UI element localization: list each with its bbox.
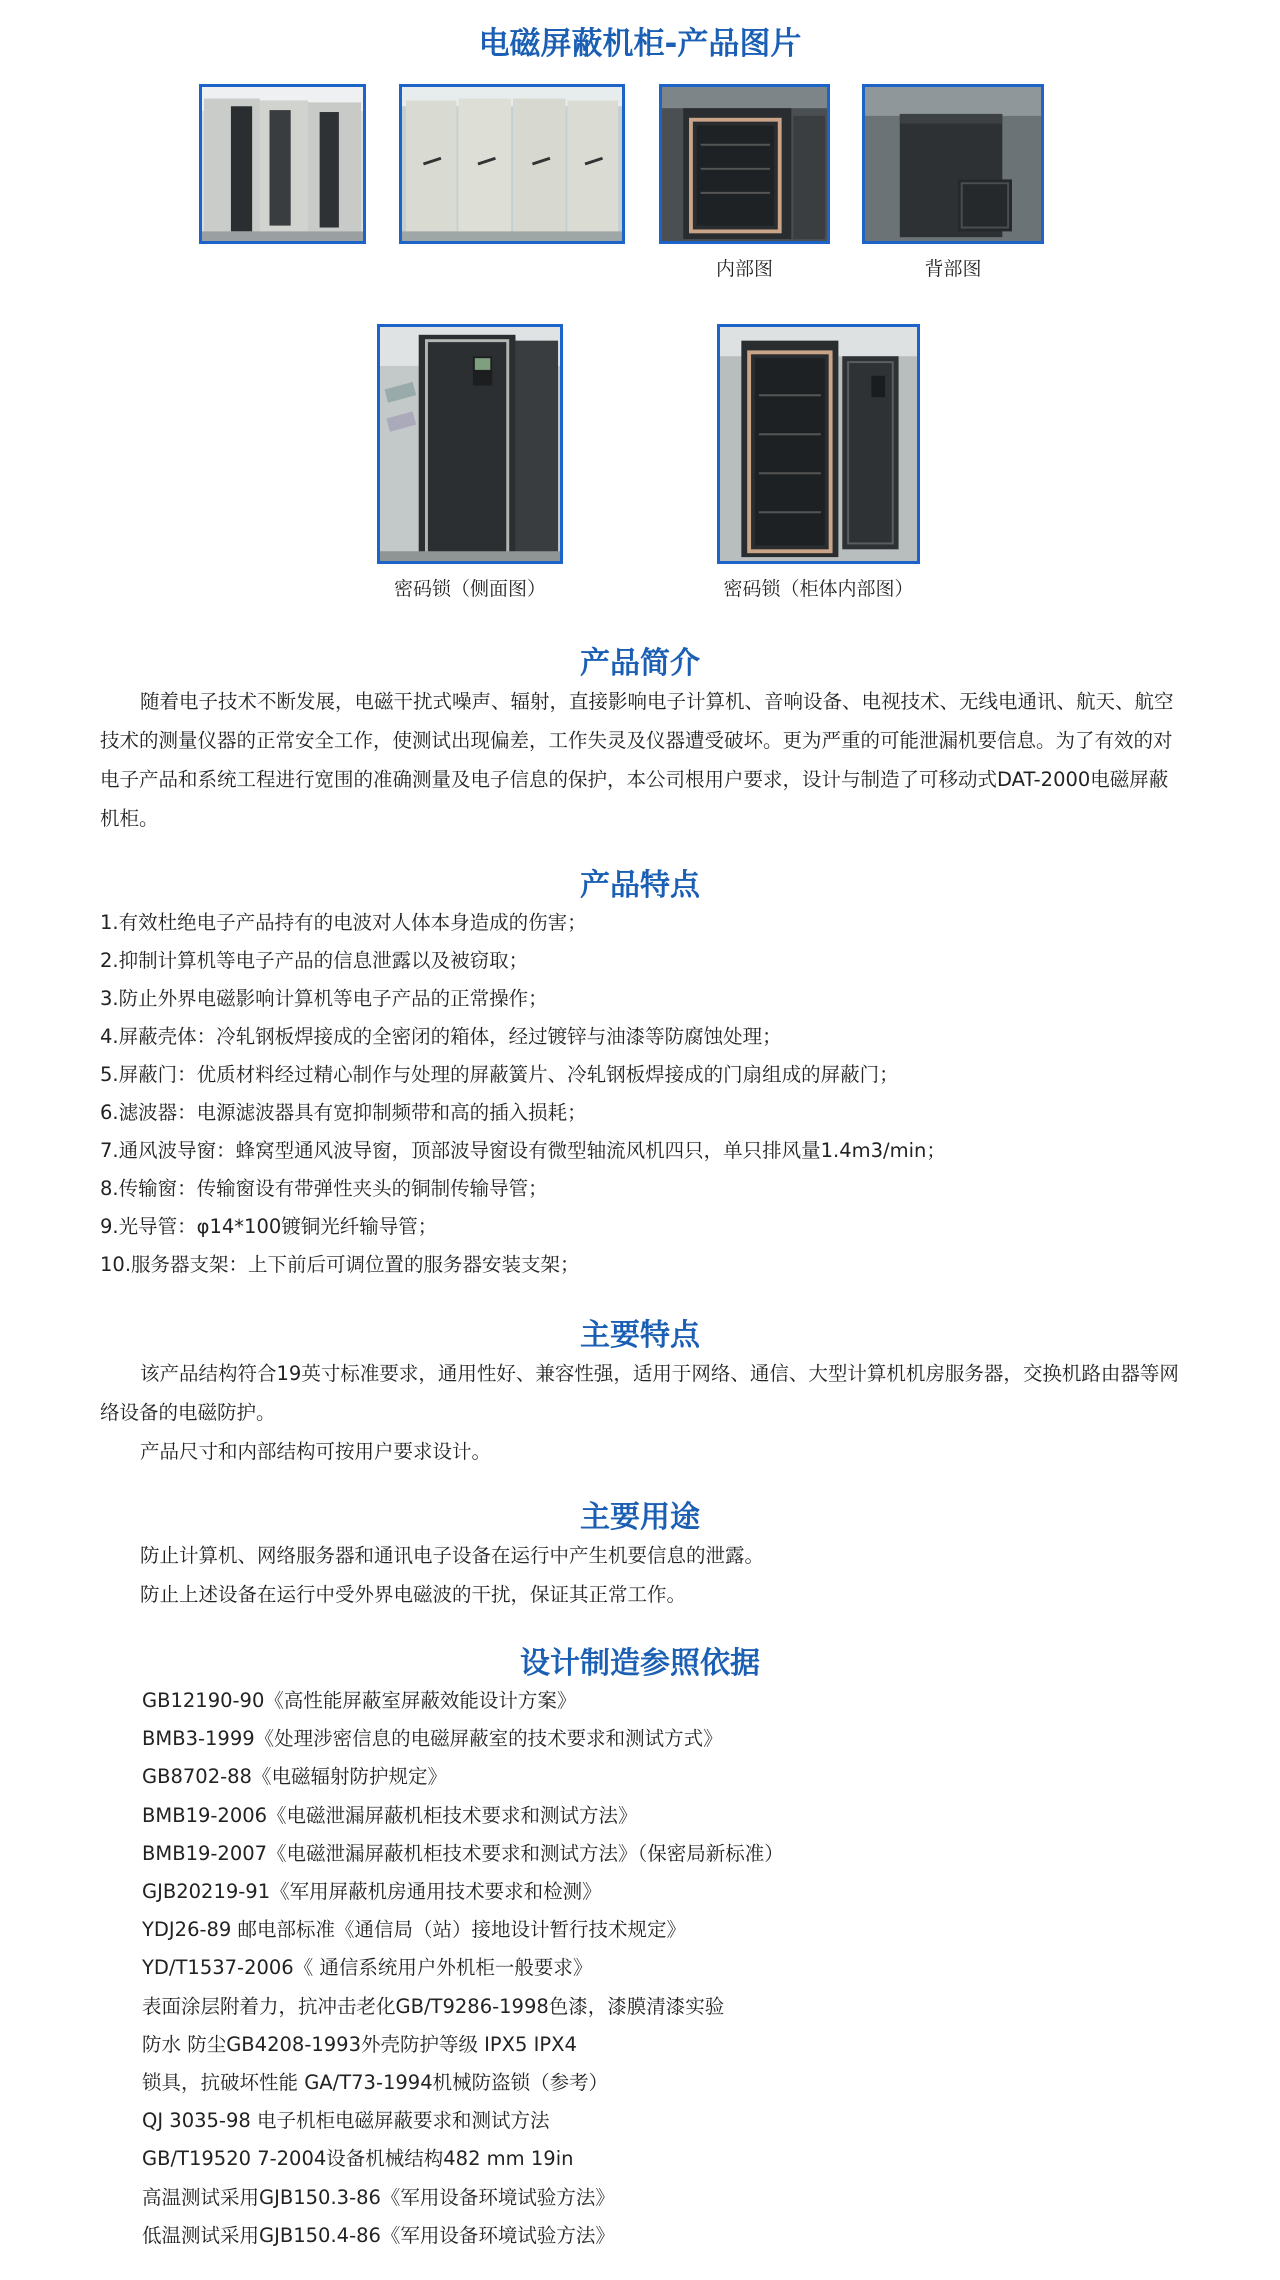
list-item: GB12190-90《高性能屏蔽室屏蔽效能设计方案》 bbox=[142, 1689, 577, 1712]
list-item: 3.防止外界电磁影响计算机等电子产品的正常操作； bbox=[100, 987, 548, 1010]
main-features-heading: 主要特点 bbox=[580, 1318, 700, 1353]
uses-text-1: 防止计算机、网络服务器和通讯电子设备在运行中产生机要信息的泄露。 bbox=[140, 1544, 765, 1567]
list-item: 1.有效杜绝电子产品持有的电波对人体本身造成的伤害； bbox=[100, 911, 587, 934]
features-list bbox=[100, 904, 1200, 1284]
cabinet-photo-row-closed bbox=[399, 84, 625, 244]
list-item: 4.屏蔽壳体：冷轧钢板焊接成的全密闭的箱体，经过镀锌与油漆等防腐蚀处理； bbox=[100, 1025, 782, 1048]
uses-paragraph bbox=[100, 1536, 1180, 1614]
list-item: BMB19-2007《电磁泄漏屏蔽机柜技术要求和测试方法》（保密局新标准） bbox=[142, 1841, 784, 1865]
uses-heading: 主要用途 bbox=[580, 1500, 700, 1535]
list-item: GB/T19520 7-2004设备机械结构482 mm 19in bbox=[142, 2147, 574, 2171]
list-item: 2.抑制计算机等电子产品的信息泄露以及被窃取； bbox=[100, 949, 529, 972]
cabinet-photo-lock-interior bbox=[717, 324, 920, 564]
photo-caption-lock-interior: 密码锁（柜体内部图） bbox=[723, 578, 914, 600]
uses-text-2: 防止上述设备在运行中受外界电磁波的干扰，保证其正常工作。 bbox=[140, 1583, 687, 1606]
features-heading: 产品特点 bbox=[580, 868, 700, 903]
main-features-text-2: 产品尺寸和内部结构可按用户要求设计。 bbox=[140, 1440, 492, 1463]
list-item: BMB19-2006《电磁泄漏屏蔽机柜技术要求和测试方法》 bbox=[142, 1803, 638, 1827]
list-item: GJB20219-91《军用屏蔽机房通用技术要求和检测》 bbox=[142, 1880, 602, 1904]
list-item: 10.服务器支架：上下前后可调位置的服务器安装支架； bbox=[100, 1253, 580, 1276]
references-heading: 设计制造参照依据 bbox=[520, 1646, 760, 1681]
list-item: 表面涂层附着力，抗冲击老化GB/T9286-1998色漆，漆膜清漆实验 bbox=[142, 1994, 725, 2018]
list-item: YD/T1537-2006《 通信系统用户外机柜一般要求》 bbox=[142, 1956, 593, 1980]
list-item: 高温测试采用GJB150.3-86《军用设备环境试验方法》 bbox=[142, 2185, 615, 2209]
list-item: 9.光导管：φ14*100镀铜光纤输导管； bbox=[100, 1215, 438, 1238]
photo-caption-lock-side: 密码锁（侧面图） bbox=[393, 578, 546, 600]
cabinet-photo-lock-side bbox=[377, 324, 563, 564]
list-item: GB8702-88《电磁辐射防护规定》 bbox=[142, 1765, 447, 1789]
intro-paragraph bbox=[100, 682, 1180, 838]
cabinet-photo-interior bbox=[659, 84, 830, 244]
list-item: 低温测试采用GJB150.4-86《军用设备环境试验方法》 bbox=[142, 2223, 615, 2247]
main-features-paragraph bbox=[100, 1354, 1180, 1471]
cabinet-photo-front-open bbox=[199, 84, 366, 244]
main-features-text-1: 该产品结构符合19英寸标准要求，通用性好、兼容性强，适用于网络、通信、大型计算机机房服务器，交换机路由器等网络设备的电磁防护。 bbox=[100, 1362, 1179, 1424]
list-item: QJ 3035-98 电子机柜电磁屏蔽要求和测试方法 bbox=[142, 2109, 550, 2133]
photo-caption-back: 背部图 bbox=[924, 258, 982, 280]
photo-caption-interior: 内部图 bbox=[715, 258, 773, 280]
list-item: YDJ26-89 邮电部标准《通信局（站）接地设计暂行技术规定》 bbox=[142, 1918, 687, 1942]
list-item: BMB3-1999《处理涉密信息的电磁屏蔽室的技术要求和测试方式》 bbox=[142, 1727, 723, 1751]
references-list bbox=[142, 1682, 1192, 2255]
list-item: 锁具，抗破坏性能 GA/T73-1994机械防盗锁（参考） bbox=[142, 2071, 609, 2095]
page-title: 电磁屏蔽机柜-产品图片 bbox=[478, 26, 802, 62]
intro-text: 随着电子技术不断发展，电磁干扰式噪声、辐射，直接影响电子计算机、音响设备、电视技术、无线电通讯、航天、航空技术的测量仪器的正常安全工作，使测试出现偏差，工作失灵及仪器遭受破坏。更为严重的可能泄漏机要信息。为了有效的对电子产品和系统工程进行宽围的准确测量及电子信息的保护，本公司根用户要求，设计与制造了可移动式DAT-2000电磁屏蔽机柜。 bbox=[100, 690, 1174, 830]
list-item: 5.屏蔽门：优质材料经过精心制作与处理的屏蔽簧片、冷轧钢板焊接成的门扇组成的屏蔽门； bbox=[100, 1063, 899, 1086]
list-item: 7.通风波导窗：蜂窝型通风波导窗，顶部波导窗设有微型轴流风机四只，单只排风量1.4m3/min； bbox=[100, 1139, 946, 1162]
intro-heading: 产品简介 bbox=[580, 646, 700, 681]
list-item: 防水 防尘GB4208-1993外壳防护等级 IPX5 IPX4 bbox=[142, 2032, 577, 2056]
cabinet-photo-back bbox=[862, 84, 1044, 244]
list-item: 6.滤波器：电源滤波器具有宽抑制频带和高的插入损耗； bbox=[100, 1101, 587, 1124]
list-item: 8.传输窗：传输窗设有带弹性夹头的铜制传输导管； bbox=[100, 1177, 548, 1200]
